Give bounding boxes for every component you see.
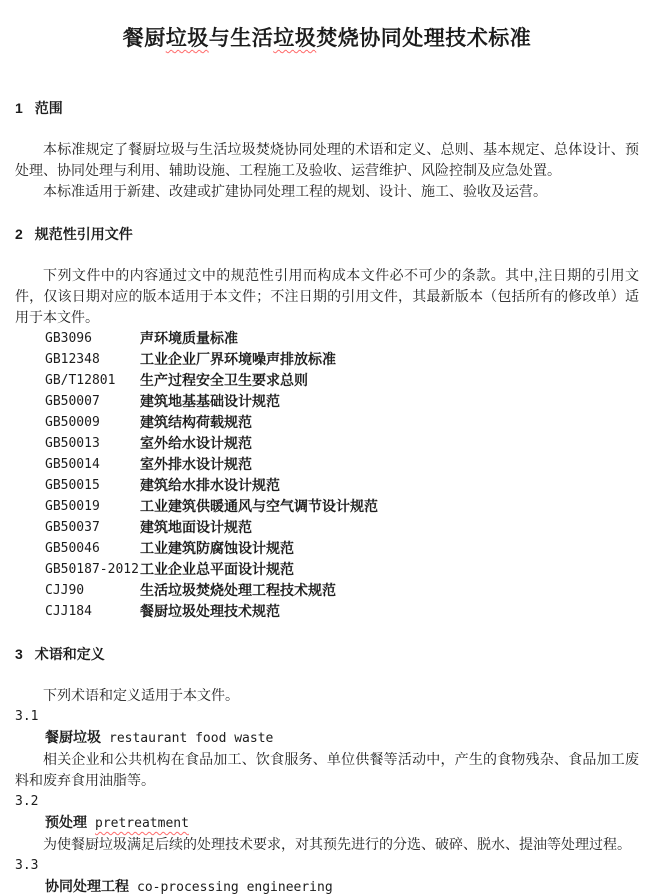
- term-name-en-spellcheck: pretreatment: [95, 816, 189, 831]
- term-name-zh: 协同处理工程: [45, 878, 129, 894]
- section-heading-label: 规范性引用文件: [34, 226, 133, 242]
- section-number: 2: [15, 226, 23, 242]
- section-scope: [15, 98, 639, 202]
- reference-item: [45, 517, 639, 538]
- reference-code: GB50037: [45, 520, 100, 535]
- reference-title: 建筑地面设计规范: [140, 519, 252, 535]
- section-normative-references: [15, 224, 639, 622]
- reference-code: GB50046: [45, 541, 100, 556]
- section-heading: [15, 224, 639, 245]
- term-name-line: [45, 812, 639, 834]
- section-heading: [15, 98, 639, 119]
- reference-code: GB50009: [45, 415, 100, 430]
- reference-code: CJJ184: [45, 604, 92, 619]
- reference-code: GB50007: [45, 394, 100, 409]
- section-number: 1: [15, 100, 23, 116]
- section-number: 3: [15, 646, 23, 662]
- term-entry-3-2: [15, 791, 639, 855]
- reference-item: [45, 475, 639, 496]
- reference-title: 餐厨垃圾处理技术规范: [140, 603, 280, 619]
- reference-item: [45, 370, 639, 391]
- reference-item: [45, 328, 639, 349]
- reference-title: 室外排水设计规范: [140, 456, 252, 472]
- scope-paragraph: 本标准适用于新建、改建或扩建协同处理工程的规划、设计、施工、验收及运营。: [43, 183, 547, 199]
- references-intro-paragraph: 下列文件中的内容通过文中的规范性引用而构成本文件必不可少的条款。其中,注日期的引用文件，仅该日期对应的版本适用于本文件；不注日期的引用文件，其最新版本（包括所有的修改单）适用于本文件。: [15, 267, 639, 325]
- reference-code: GB3096: [45, 331, 92, 346]
- reference-code: GB12348: [45, 352, 100, 367]
- reference-code: GB50187-2012: [45, 562, 139, 577]
- term-name-zh: 预处理: [45, 814, 87, 830]
- reference-item: [45, 433, 639, 454]
- section-heading-label: 术语和定义: [34, 646, 105, 662]
- reference-code: GB50013: [45, 436, 100, 451]
- section-terms-and-definitions: [15, 644, 639, 896]
- section-heading: [15, 644, 639, 665]
- reference-item: [45, 349, 639, 370]
- reference-title: 声环境质量标准: [140, 330, 238, 346]
- terms-intro-paragraph: 下列术语和定义适用于本文件。: [43, 687, 239, 703]
- reference-code: GB/T12801: [45, 373, 116, 388]
- reference-title: 室外给水设计规范: [140, 435, 252, 451]
- term-name-line: [45, 876, 639, 896]
- scope-paragraph: 本标准规定了餐厨垃圾与生活垃圾焚烧协同处理的术语和定义、总则、基本规定、总体设计、预处理、协同处理与利用、辅助设施、工程施工及验收、运营维护、风险控制及应急处置。: [15, 141, 639, 178]
- reference-title: 工业企业厂界环境噪声排放标准: [140, 351, 336, 367]
- term-name-en: restaurant food waste: [109, 731, 274, 746]
- reference-code: CJJ90: [45, 583, 85, 598]
- reference-list: [15, 328, 639, 622]
- reference-title: 工业建筑防腐蚀设计规范: [140, 540, 294, 556]
- reference-item: [45, 538, 639, 559]
- reference-item: [45, 391, 639, 412]
- term-name-line: [45, 727, 639, 749]
- title-segment: 餐厨: [122, 27, 166, 50]
- title-segment: 焚烧协同处理技术标准: [316, 27, 532, 50]
- reference-item: [45, 496, 639, 517]
- reference-code: GB50019: [45, 499, 100, 514]
- reference-item: [45, 412, 639, 433]
- document-title: [15, 24, 639, 54]
- reference-title: 建筑给水排水设计规范: [140, 477, 280, 493]
- reference-code: GB50014: [45, 457, 100, 472]
- term-number: 3.1: [15, 709, 39, 724]
- title-segment-spellcheck: 垃圾: [273, 27, 317, 50]
- reference-code: GB50015: [45, 478, 100, 493]
- reference-title: 生活垃圾焚烧处理工程技术规范: [140, 582, 336, 598]
- term-definition: 相关企业和公共机构在食品加工、饮食服务、单位供餐等活动中，产生的食物残杂、食品加工废料和废弃食用油脂等。: [15, 751, 639, 788]
- reference-title: 生产过程安全卫生要求总则: [140, 372, 308, 388]
- term-entry-3-1: [15, 706, 639, 791]
- reference-item: [45, 580, 639, 601]
- title-segment: 与生活: [208, 27, 274, 50]
- term-number: 3.3: [15, 858, 39, 873]
- term-definition: 为使餐厨垃圾满足后续的处理技术要求，对其预先进行的分选、破碎、脱水、提油等处理过程。: [43, 836, 631, 852]
- reference-title: 建筑结构荷载规范: [140, 414, 252, 430]
- reference-title: 建筑地基基础设计规范: [140, 393, 280, 409]
- reference-item: [45, 454, 639, 475]
- term-name-en: co-processing engineering: [137, 880, 333, 895]
- reference-item: [45, 559, 639, 580]
- term-name-zh: 餐厨垃圾: [45, 729, 101, 745]
- term-entry-3-3: [15, 855, 639, 896]
- reference-title: 工业建筑供暖通风与空气调节设计规范: [140, 498, 378, 514]
- title-segment-spellcheck: 垃圾: [165, 27, 209, 50]
- term-number: 3.2: [15, 794, 39, 809]
- reference-item: [45, 601, 639, 622]
- reference-title: 工业企业总平面设计规范: [140, 561, 294, 577]
- section-heading-label: 范围: [34, 100, 63, 116]
